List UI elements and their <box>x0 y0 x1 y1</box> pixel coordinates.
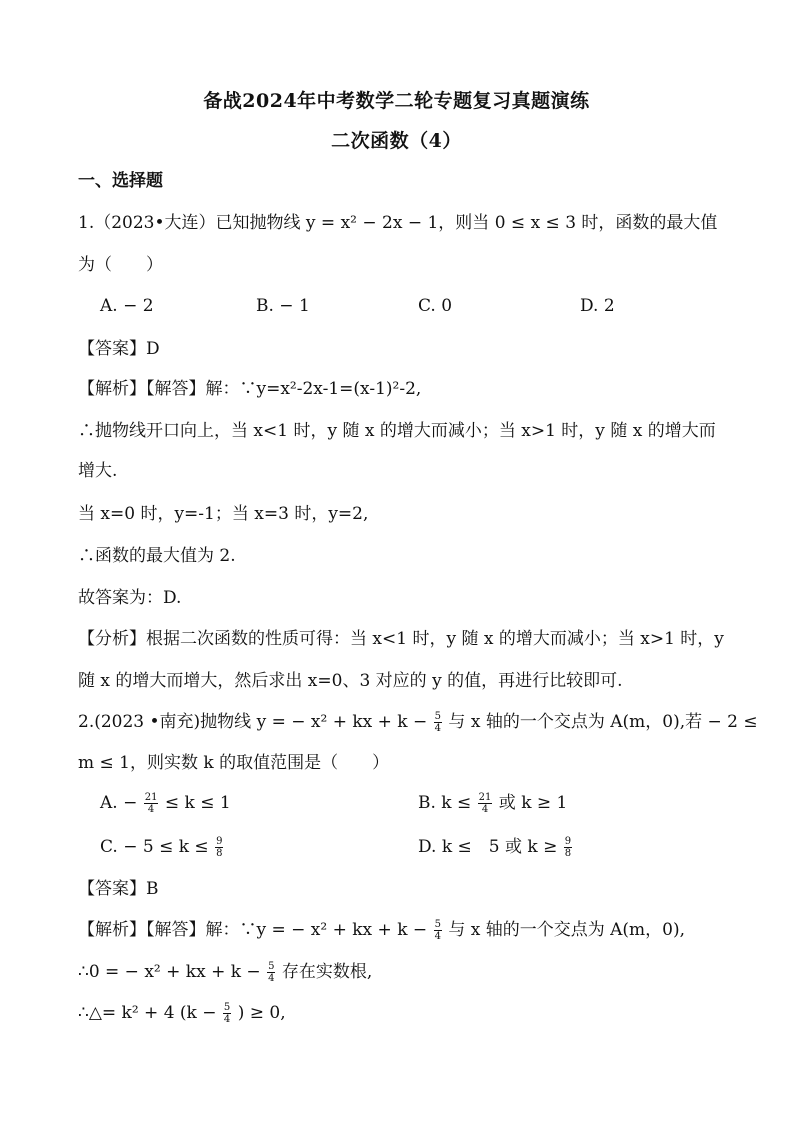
fraction-21-4: $\frac{21}{4}$ <box>144 792 158 815</box>
q1-stem-line2: 为（ ） <box>78 255 163 275</box>
q1-option-c: C. 0 <box>418 296 453 316</box>
q2-stem-pre: 2.(2023 •南充)抛物线 y = − x² + kx + k − <box>78 712 428 732</box>
q1-analysis-line1: 【解析】【解答】解：∵y=x²-2x-1=(x-1)²-2, <box>78 379 422 399</box>
q1-stem-line1: 1.（2023•大连）已知抛物线 y = x² − 2x − 1，则当 0 ≤ x ≤ 3 时，函数的最大值 <box>78 213 718 233</box>
q1-analysis-line6: 故答案为：D. <box>78 588 182 608</box>
q2-solution-line3: ∴△= k² + 4 (k − $\frac{5}{4}$ ) ≥ 0, <box>78 1002 286 1025</box>
fraction-9-8: $\frac{9}{8}$ <box>216 836 223 859</box>
q2-option-a: A. − $\frac{21}{4}$ ≤ k ≤ 1 <box>100 792 231 815</box>
q2-stem-line2: m ≤ 1，则实数 k 的取值范围是（ ） <box>78 753 390 773</box>
q2-solution-line2: ∴0 = − x² + kx + k − $\frac{5}{4}$ 存在实数根, <box>78 961 373 984</box>
q1-analysis-line5: ∴函数的最大值为 2. <box>78 546 236 566</box>
q1-analysis-line3: 增大. <box>78 461 118 481</box>
document-title: 备战2024年中考数学二轮专题复习真题演练 <box>203 90 590 112</box>
q2-answer: 【答案】B <box>78 879 159 899</box>
q1-option-a: A. − 2 <box>100 296 154 316</box>
fraction-5-4: $\frac{5}{4}$ <box>434 711 442 734</box>
q1-analysis-line2: ∴抛物线开口向上，当 x<1 时，y 随 x 的增大而减小；当 x>1 时，y 随 x 的增大而 <box>78 421 716 441</box>
fraction-5-4: $\frac{5}{4}$ <box>268 961 275 984</box>
q2-stem-post: 与 x 轴的一个交点为 A(m，0),若 − 2 ≤ <box>448 712 758 732</box>
fraction-21-4: $\frac{21}{4}$ <box>478 792 492 815</box>
q1-answer: 【答案】D <box>78 339 160 359</box>
q1-analysis-line4: 当 x=0 时，y=-1；当 x=3 时，y=2, <box>78 504 369 524</box>
q1-analysis-line8: 随 x 的增大而增大，然后求出 x=0、3 对应的 y 的值，再进行比较即可. <box>78 671 623 691</box>
fraction-5-4: $\frac{5}{4}$ <box>434 919 441 942</box>
section-heading: 一、选择题 <box>78 171 163 191</box>
q2-stem-line1 <box>78 711 758 734</box>
q1-analysis-line7: 【分析】根据二次函数的性质可得：当 x<1 时，y 随 x 的增大而减小；当 x>1 时，y <box>78 629 724 649</box>
fraction-9-8: $\frac{9}{8}$ <box>564 836 572 859</box>
q2-solution-line1: 【解析】【解答】解：∵y = − x² + kx + k − $\frac{5}{4}$ 与 x 轴的一个交点为 A(m，0), <box>78 919 686 942</box>
document-subtitle: 二次函数（4） <box>331 130 462 152</box>
q2-option-c: C. − 5 ≤ k ≤ $\frac{9}{8}$ <box>100 836 223 859</box>
q2-option-b: B. k ≤ $\frac{21}{4}$ 或 k ≥ 1 <box>418 792 568 815</box>
q2-option-d: D. k ≤ 5 或 k ≥ $\frac{9}{8}$ <box>418 836 572 859</box>
q1-option-d: D. 2 <box>580 296 615 316</box>
fraction-5-4: $\frac{5}{4}$ <box>223 1002 231 1025</box>
q1-option-b: B. − 1 <box>256 296 310 316</box>
